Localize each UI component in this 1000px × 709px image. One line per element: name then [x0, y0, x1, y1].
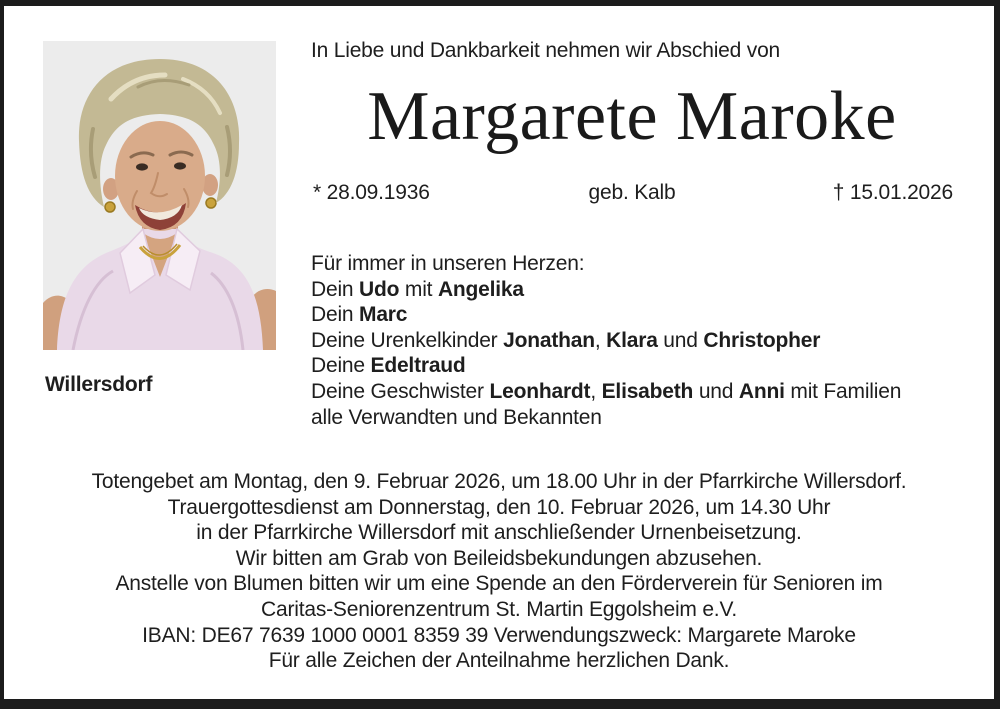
family-line-text: Dein	[311, 277, 360, 301]
family-tribute	[311, 251, 953, 430]
family-line	[311, 251, 953, 277]
family-line	[311, 277, 953, 303]
family-line	[311, 405, 953, 431]
location-label: Willersdorf	[45, 373, 153, 396]
death-date: † 15.01.2026	[832, 181, 953, 204]
family-member-name: Udo	[359, 277, 400, 301]
announcement-line: Anstelle von Blumen bitten wir um eine Spende an den Förderverein für Senioren im	[115, 572, 883, 596]
portrait-photo	[43, 41, 276, 350]
family-line	[311, 328, 953, 354]
family-member-name: Marc	[359, 303, 408, 327]
family-line-text: Dein	[311, 303, 360, 327]
family-line	[311, 353, 953, 379]
family-line-text: Für immer in unseren Herzen:	[311, 252, 585, 275]
announcement-line: Wir bitten am Grab von Beileidsbekundungen abzusehen.	[235, 546, 763, 570]
family-line-text: mit	[399, 277, 438, 301]
announcement-line: Totengebet am Montag, den 9. Februar 2026, um 18.00 Uhr in der Pfarrkirche Willersdorf.	[91, 470, 907, 493]
family-line-text: Deine	[311, 354, 371, 378]
family-line-text: und	[693, 379, 739, 403]
family-line-text: alle Verwandten und Bekannten	[311, 405, 602, 429]
family-line-text: mit Familien	[784, 379, 902, 403]
family-member-name: Leonhardt	[489, 379, 591, 403]
announcement-line: in der Pfarrkirche Willersdorf mit anschließender Urnenbeisetzung.	[196, 521, 802, 545]
service-announcement	[10, 469, 988, 674]
intro-line: In Liebe und Dankbarkeit nehmen wir Abschied von	[311, 39, 781, 62]
family-line-text: ,	[594, 328, 607, 352]
deceased-name: Margarete Maroke	[367, 78, 897, 155]
birth-date: * 28.09.1936	[313, 181, 430, 204]
family-line-text: Deine Geschwister	[311, 379, 490, 403]
family-member-name: Klara	[606, 328, 658, 352]
family-line-text: ,	[590, 379, 602, 403]
family-member-name: Angelika	[437, 277, 524, 301]
announcement-line: IBAN: DE67 7639 1000 0001 8359 39 Verwendungszweck: Margarete Maroke	[142, 623, 856, 647]
family-line-text: und	[657, 328, 704, 352]
family-member-name: Jonathan	[503, 328, 595, 352]
dates-row	[311, 180, 953, 206]
family-line-text: Deine Urenkelkinder	[311, 328, 504, 352]
maiden-name: geb. Kalb	[588, 181, 676, 204]
announcement-line: Für alle Zeichen der Anteilnahme herzlichen Dank.	[268, 649, 730, 673]
family-member-name: Anni	[738, 379, 785, 403]
family-member-name: Edeltraud	[370, 354, 466, 378]
family-line	[311, 302, 953, 328]
announcement-line: Caritas-Seniorenzentrum St. Martin Eggolsheim e.V.	[261, 597, 737, 621]
announcement-line: Trauergottesdienst am Donnerstag, den 10. Februar 2026, um 14.30 Uhr	[167, 495, 831, 519]
family-member-name: Elisabeth	[601, 379, 694, 403]
portrait-illustration	[43, 41, 276, 350]
family-line	[311, 379, 953, 405]
family-member-name: Christopher	[703, 328, 821, 352]
